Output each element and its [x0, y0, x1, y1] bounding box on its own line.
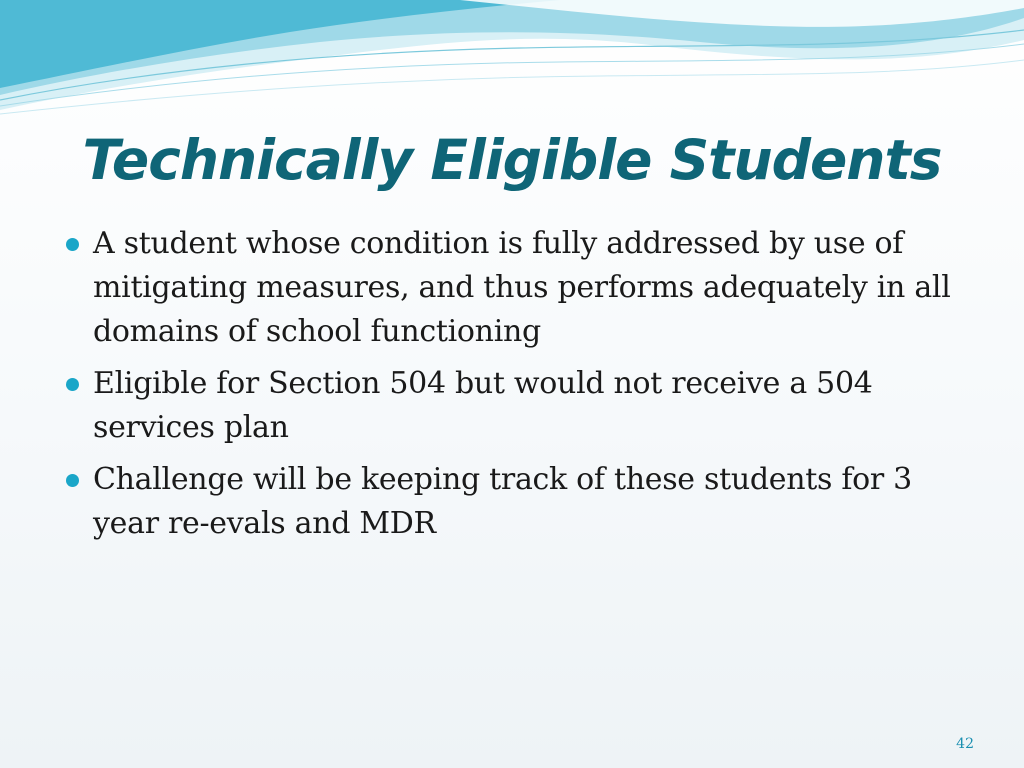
bullet-item	[64, 222, 964, 354]
bullet-list	[64, 222, 964, 554]
page-number: 42	[956, 736, 974, 752]
wave-decoration	[0, 0, 1024, 120]
bullet-dot-icon	[66, 238, 79, 251]
bullet-item	[64, 362, 964, 450]
bullet-text: A student whose condition is fully addressed by use of mitigating measures, and thus performs adequately in all domains of school functioning	[93, 226, 951, 349]
slide-title: Technically Eligible Students	[82, 128, 942, 192]
bullet-dot-icon	[66, 378, 79, 391]
bullet-item	[64, 458, 964, 546]
bullet-dot-icon	[66, 474, 79, 487]
bullet-text: Eligible for Section 504 but would not receive a 504 services plan	[93, 366, 873, 445]
bullet-text: Challenge will be keeping track of these students for 3 year re-evals and MDR	[93, 462, 912, 541]
